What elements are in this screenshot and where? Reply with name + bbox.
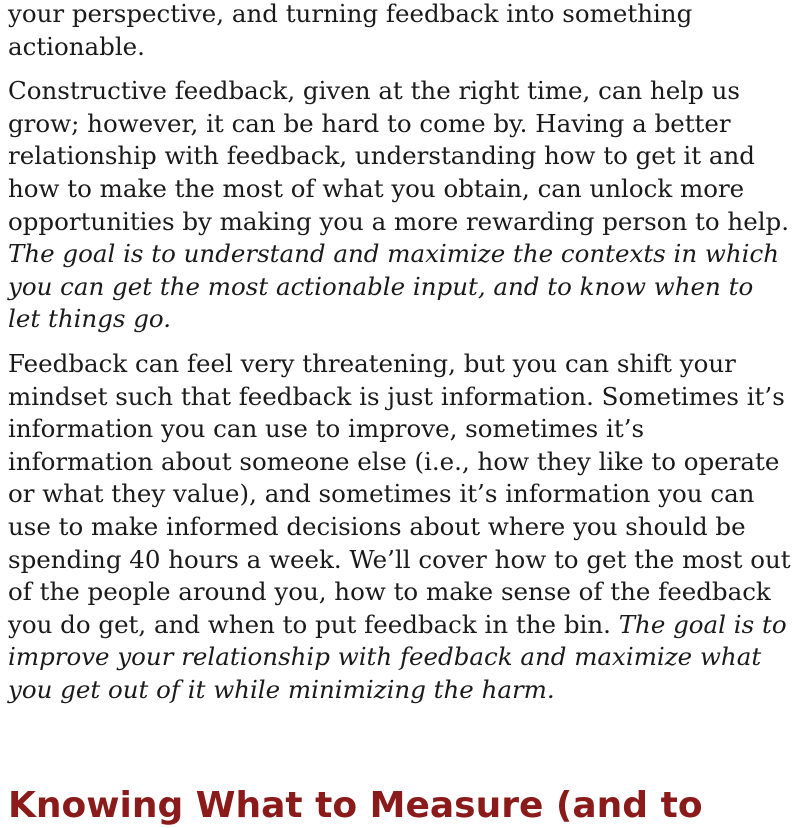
section-heading: Knowing What to Measure (and to [8, 785, 703, 826]
paragraph-text: your perspective, and turning feedback into something actionable. [8, 0, 693, 61]
paragraph-continued [8, 0, 792, 63]
paragraph-goal-emphasis: The goal is to understand and maximize the contexts in which you can get the most actionable input, and to know when to let things go. [8, 239, 780, 334]
paragraph-goal-emphasis: The goal is to improve your relationship with feedback and maximize what you get out of it while minimizing the harm. [8, 609, 787, 704]
paragraph-feedback-information [8, 348, 792, 707]
paragraph-text: Constructive feedback, given at the right time, can help us grow; however, it can be hard to come by. Having a better relationship with feedback, understanding how to get it and how to make the most of what you obtain, can unlock more opportunities by making you a more rewarding person to help. [8, 76, 789, 236]
paragraph-text: Feedback can feel very threatening, but you can shift your mindset such that feedback is just information. Sometimes it’s information you can use to improve, sometimes it’s information about someone else (i.e., how they like to operate or what they value), and sometimes it’s information you can use to make informed decisions about where you should be spending 40 hours a week. We’ll cover how to get the most out of the people around you, how to make sense of the feedback you do get, and when to put feedback in the bin. [8, 348, 791, 639]
paragraph-constructive-feedback [8, 75, 792, 336]
document-body [8, 0, 792, 718]
